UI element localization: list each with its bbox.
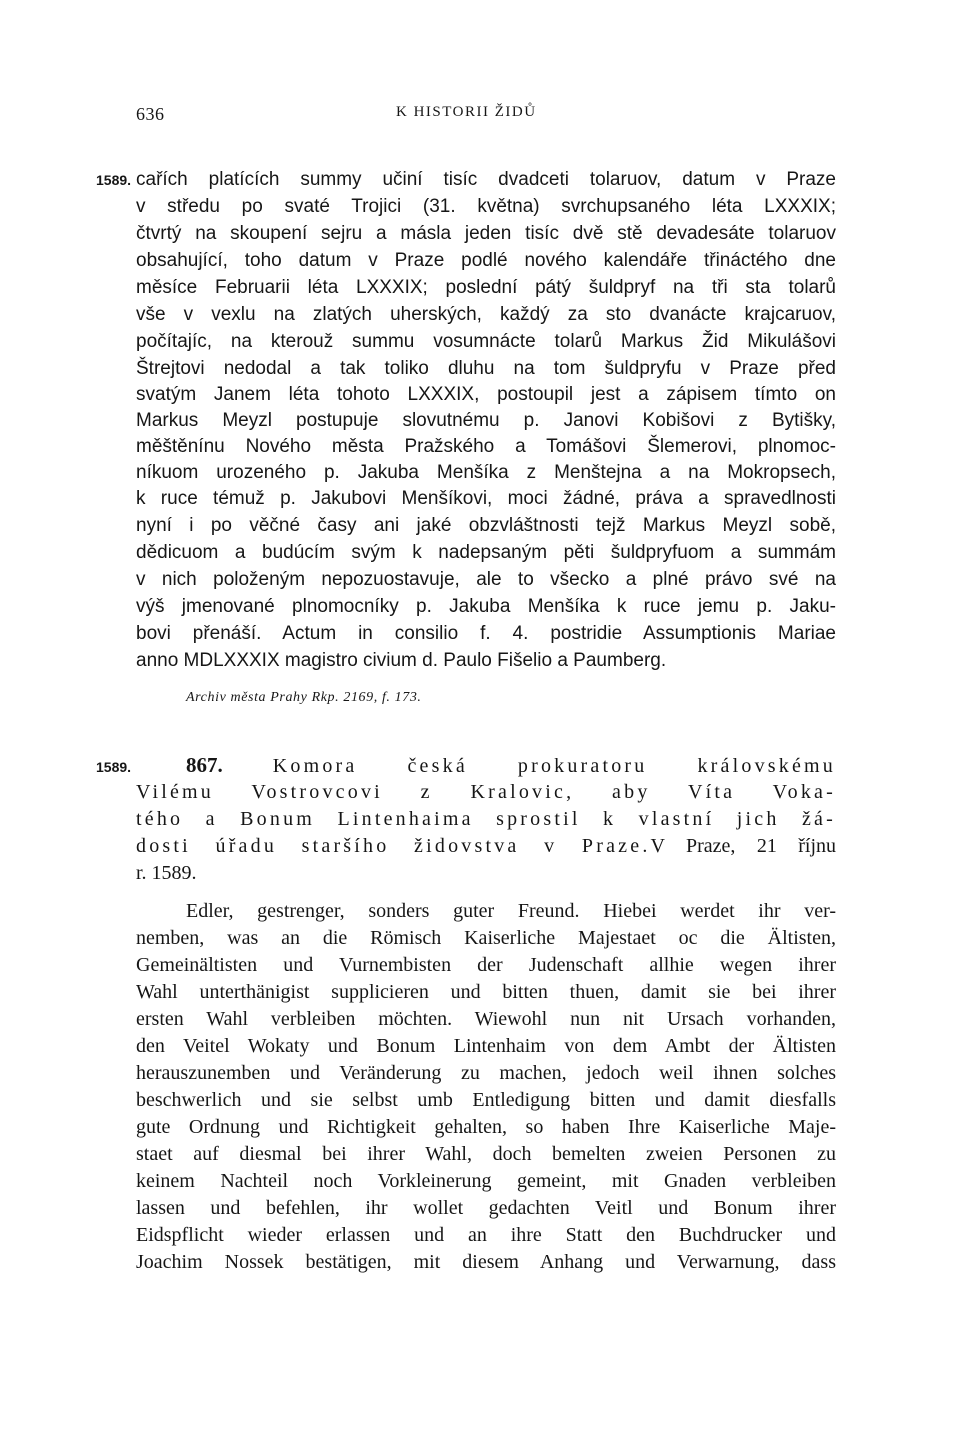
text-line: cařích platících summy učiní tisíc dvadceti tolaruov, datum v Praze bbox=[136, 169, 836, 190]
text-line: gute Ordnung und Richtigkeit gehalten, so haben Ihre Kaiserliche Maje- bbox=[136, 1116, 836, 1138]
text-line: ersten Wahl verbleiben möchten. Wiewohl nun nit Ursach vorhanden, bbox=[136, 1008, 836, 1030]
text-line: obsahující, toho datum v Praze podlé nového kalendáře třináctého dne bbox=[136, 250, 836, 271]
margin-year: 1589. bbox=[96, 759, 132, 775]
page-number: 636 bbox=[136, 104, 165, 124]
regest-text: dosti úřadu staršího židovstva v Praze. bbox=[136, 835, 651, 857]
text-line: Štrejtovi nedodal a tak toliko dluhu na tom šuldpryfu v Praze před bbox=[136, 358, 836, 379]
regest-line: r. 1589. bbox=[136, 862, 197, 884]
text-line: v nich položeným nepozuostavuje, ale to všecko a plné právo své na bbox=[136, 569, 836, 590]
running-head bbox=[136, 104, 836, 130]
text-line: Eidspflicht wieder erlassen und an ihre Statt den Buchdrucker und bbox=[136, 1224, 836, 1246]
regest-line bbox=[136, 833, 836, 859]
running-title: K HISTORII ŽIDŮ bbox=[396, 104, 537, 120]
text-line: nyní i po věčné časy ani jaké obzvláštnosti tejž Markus Meyzl sobě, bbox=[136, 515, 836, 536]
text-line: herauszunemben und Veränderung zu machen, jedoch weil ihnen solches bbox=[136, 1062, 836, 1084]
regest-line bbox=[186, 752, 836, 778]
text-line: beschwerlich und sie selbst umb Entledigung bitten und damit diesfalls bbox=[136, 1089, 836, 1111]
text-line: Wahl unterthänigist supplicieren und bitten thuen, damit sie bei ihrer bbox=[136, 981, 836, 1003]
regest-date: V Praze, 21 říjnu bbox=[650, 835, 837, 857]
text-line: vše v vexlu na zlatých uherských, každý za sto dvanácte krajcaruov, bbox=[136, 304, 836, 325]
text-line: keinem Nachteil noch Vorkleinerung gemeint, mit Gnaden verbleiben bbox=[136, 1170, 836, 1192]
text-line: Gemeinältisten und Vurnembisten der Judenschaft allhie wegen ihrer bbox=[136, 954, 836, 976]
text-line: výš jmenované plnomocníky p. Jakuba Menšíka k ruce jemu p. Jaku- bbox=[136, 596, 836, 617]
text-line: čtvrtý na skoupení sejru a másla jeden tisíc dvě stě devadesáte tolaruov bbox=[136, 223, 836, 244]
text-line: měsíce Februarii léta LXXXIX; poslední pátý šuldpryf na tři sta tolarů bbox=[136, 277, 836, 298]
text-line: den Veitel Wokaty und Bonum Lintenhaim von dem Ambt der Ältisten bbox=[136, 1035, 836, 1057]
text-line: anno MDLXXXIX magistro civium d. Paulo Fišelio a Paumberg. bbox=[136, 650, 667, 671]
regest-line: tého a Bonum Lintenhaima sprostil k vlastní jich žá- bbox=[136, 808, 836, 830]
text-line: k ruce témuž p. Jakubovi Menšíkovi, moci žádné, práva a spravedlnosti bbox=[136, 488, 836, 509]
text-line: nemben, was an die Römisch Kaiserliche Majestaet oc die Ältisten, bbox=[136, 927, 836, 949]
regest-text: Komora česká prokuratoru královskému bbox=[272, 755, 836, 777]
text-line: dědicuom a budúcím svým k nadepsaným pěti šuldpryfuom a summám bbox=[136, 542, 836, 563]
text-line: v středu po svaté Trojici (31. května) svrchupsaného léta LXXXIX; bbox=[136, 196, 836, 217]
text-line: Edler, gestrenger, sonders guter Freund. Hiebei werdet ihr ver- bbox=[186, 900, 836, 922]
text-line: bovi přenáší. Actum in consilio f. 4. postridie Assumptionis Mariae bbox=[136, 623, 836, 644]
text-line: měštěnínu Nového města Pražského a Tomášovi Šlemerovi, plnomoc- bbox=[136, 436, 836, 457]
regest-line: Vilému Vostrovcovi z Kralovic, aby Víta Voka- bbox=[136, 781, 836, 803]
document-number: 867. bbox=[186, 753, 223, 777]
text-line: počítajíc, na kterouž summu vosumnácte tolarů Markus Žid Mikulášovi bbox=[136, 331, 836, 352]
text-line: lassen und befehlen, ihr wollet gedachten Veitl und Bonum ihrer bbox=[136, 1197, 836, 1219]
text-line: níkuom urozeného p. Jakuba Menšíka z Menštejna a na Mokropsech, bbox=[136, 462, 836, 483]
margin-year: 1589. bbox=[96, 172, 132, 188]
text-line: Joachim Nossek bestätigen, mit diesem Anhang und Verwarnung, dass bbox=[136, 1251, 836, 1273]
text-line: Markus Meyzl postupuje slovutnému p. Janovi Kobišovi z Bytišky, bbox=[136, 410, 836, 431]
source-citation: Archiv města Prahy Rkp. 2169, f. 173. bbox=[186, 690, 422, 705]
text-line: svatým Janem léta tohoto LXXXIX, postoupil jest a zápisem tímto on bbox=[136, 384, 836, 405]
text-line: staet auf diesmal bei ihrer Wahl, doch bemelten zweien Personen zu bbox=[136, 1143, 836, 1165]
